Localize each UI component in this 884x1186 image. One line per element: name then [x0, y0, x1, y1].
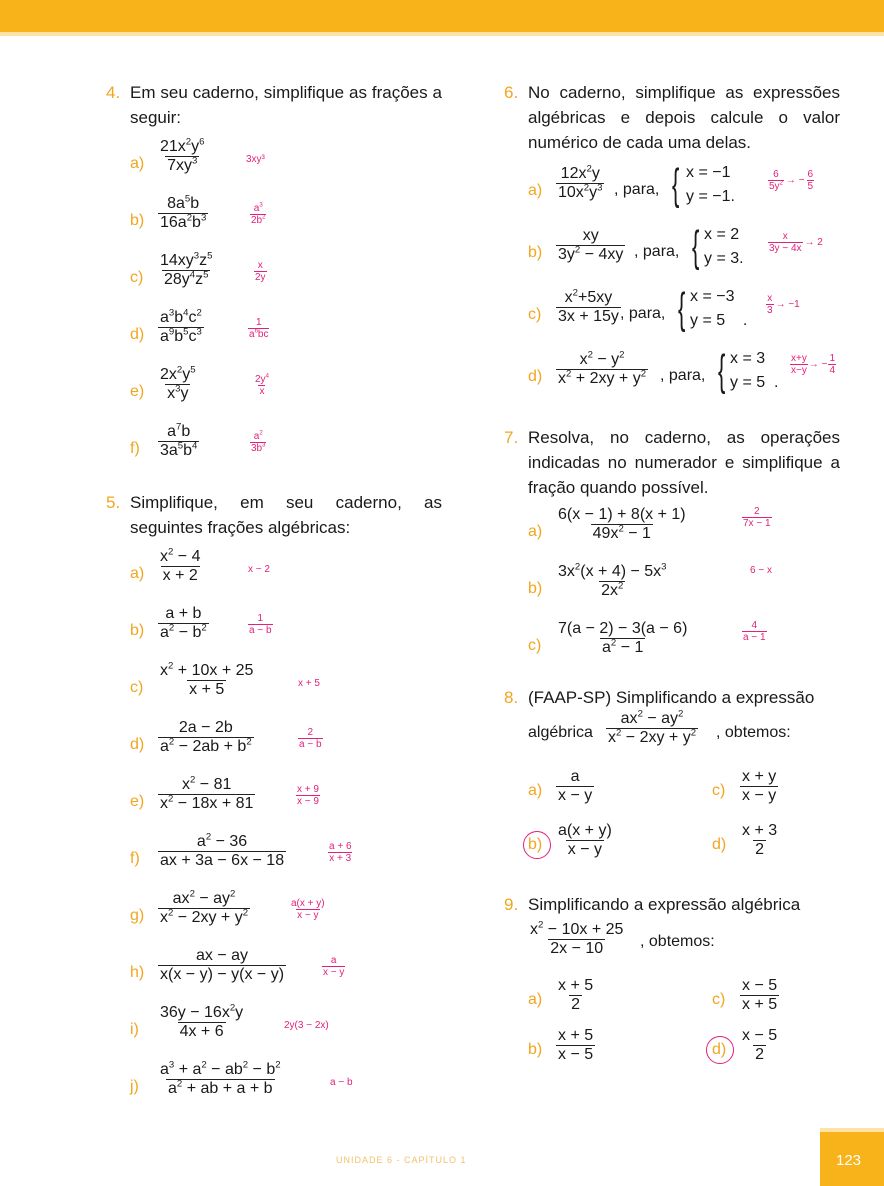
answer: $\frac{a}{x - y}$	[323, 955, 345, 978]
question-text: Em seu caderno, simplifique as frações a seguir:	[130, 83, 442, 127]
q9-options	[528, 977, 840, 1087]
question-4	[106, 80, 442, 130]
question-number: 4.	[106, 83, 121, 102]
answer: $\frac{a(x + y)}{x - y}$	[291, 898, 325, 921]
answer: 6 − x	[750, 565, 772, 576]
answer: $\frac{2y^4}{x}$	[255, 373, 269, 397]
q4-item-e	[130, 366, 442, 423]
item-label: e)	[130, 793, 145, 810]
q4-item-a	[130, 138, 442, 195]
question-text: Resolva, no caderno, as operações indicadas no numerador e simplifique a fração quando possível.	[528, 428, 840, 497]
page-number: 123	[836, 1152, 862, 1169]
option-label: d)	[712, 836, 727, 853]
answer: $\frac{a + 6}{x + 3}$	[329, 841, 352, 864]
q4-item-f	[130, 423, 442, 480]
item-label: e)	[130, 383, 145, 400]
question-text-3: , obtemos:	[716, 724, 791, 741]
answer: 2y(3 − 2x)	[284, 1020, 329, 1031]
answer: $\frac{1}{a^6bc}$	[249, 317, 269, 340]
q6-item-b	[528, 223, 840, 285]
fraction: $\frac{3x^2(x + 4) - 5x^3}{2x^2}$	[558, 561, 667, 599]
answer: $\frac{x}{3y - 4x}$ → 2	[769, 231, 823, 254]
question-5	[106, 490, 442, 540]
q7-item-a	[528, 506, 840, 563]
q7-items	[528, 506, 840, 677]
item-label: c)	[130, 679, 144, 696]
item-label: c)	[130, 269, 144, 286]
fraction: $\frac{a^2 - 36}{ax + 3a - 6x - 18}$	[160, 831, 285, 869]
q4-items	[130, 138, 442, 480]
item-label: c)	[528, 306, 542, 323]
item-label: b)	[130, 622, 145, 639]
fraction: $\frac{x^2 - y^2}{x^2 + 2xy + y^2}$	[558, 349, 647, 387]
fraction: $\frac{x^2 - 10x + 25}{2x - 10}$	[530, 919, 624, 957]
para-text: , para,	[634, 243, 680, 260]
q5-item-b	[130, 605, 442, 662]
answer: $\frac{4}{a - 1}$	[743, 620, 766, 643]
item-label: a)	[528, 182, 543, 199]
answer: $\frac{a^3}{2b^2}$	[251, 202, 266, 226]
fraction: $\frac{a^3 + a^2 - ab^2 - b^2}{a^2 + ab + a + b}$	[160, 1059, 281, 1097]
answer: $\frac{2}{a - b}$	[299, 727, 322, 750]
q4-item-d	[130, 309, 442, 366]
question-number: 6.	[504, 83, 519, 102]
fraction: $\frac{x + 5}{x - 5}$	[558, 1027, 594, 1063]
top-bar-stripe	[0, 32, 884, 36]
q6-items	[528, 161, 840, 411]
fraction: $\frac{7(a - 2) - 3(a - 6)}{a^2 - 1}$	[558, 620, 688, 656]
question-text: Simplifique, em seu caderno, as seguintes frações algébricas:	[130, 493, 442, 537]
system: x = 2 y = 3.	[704, 226, 744, 267]
fraction: $\frac{x - 5}{x + 5}$	[742, 977, 778, 1013]
brace: {	[718, 346, 726, 395]
answer: $\frac{1}{a - b}$	[249, 613, 272, 636]
item-label: j)	[130, 1078, 139, 1095]
fraction: $\frac{2a - 2b}{a^2 - 2ab + b^2}$	[160, 719, 252, 755]
item-label: h)	[130, 964, 145, 981]
q4-item-c	[130, 252, 442, 309]
item-label: a)	[528, 523, 543, 540]
q7-item-c	[528, 620, 840, 677]
fraction: $\frac{a^7b}{3a^5b^4}$	[160, 421, 198, 459]
system: x = −3 y = 5 .	[690, 288, 748, 329]
item-label: b)	[528, 244, 543, 261]
q8-options	[528, 768, 840, 878]
item-label: a)	[130, 565, 145, 582]
answer: x + 5	[298, 678, 320, 689]
fraction: $\frac{a^3b^4c^2}{a^9b^5c^3}$	[160, 307, 202, 345]
fraction: $\frac{a + b}{a^2 - b^2}$	[160, 605, 207, 641]
answer: $\frac{2}{7x - 1}$	[743, 506, 771, 529]
q9-expression	[528, 921, 840, 971]
q5-item-h	[130, 947, 442, 1004]
question-7	[504, 425, 840, 500]
option-label: a)	[528, 991, 543, 1008]
item-label: a)	[130, 155, 145, 172]
right-column	[504, 80, 840, 1087]
item-label: b)	[528, 580, 543, 597]
item-label: i)	[130, 1021, 139, 1038]
question-8	[504, 685, 840, 710]
brace: {	[672, 160, 680, 209]
fraction: $\frac{14xy^3z^5}{28y^4z^5}$	[160, 250, 213, 288]
fraction: $\frac{a(x + y)}{x - y}$	[558, 822, 612, 858]
q6-item-d	[528, 347, 840, 409]
question-9	[504, 892, 840, 917]
fraction: $\frac{6(x - 1) + 8(x + 1)}{49x^2 - 1}$	[558, 506, 686, 542]
q8-expression	[528, 710, 840, 762]
top-bar	[0, 0, 884, 32]
fraction: $\frac{21x^2y^6}{7xy^3}$	[160, 136, 205, 174]
q5-item-c	[130, 662, 442, 719]
q7-item-b	[528, 563, 840, 620]
fraction: $\frac{x + 5}{2}$	[558, 977, 594, 1013]
fraction: $\frac{ax^2 - ay^2}{x^2 - 2xy + y^2}$	[160, 888, 249, 926]
answer: $\frac{x}{3}$ → −1	[767, 293, 800, 316]
answer: a − b	[330, 1077, 353, 1088]
item-label: b)	[130, 212, 145, 229]
answer: $\frac{x+y}{x-y}$ → − $\frac{1}{4}$	[791, 353, 836, 376]
item-label: d)	[130, 736, 145, 753]
para-text: , para,	[614, 181, 660, 198]
q6-item-c	[528, 285, 840, 347]
q5-item-f	[130, 833, 442, 890]
question-text: (FAAP-SP) Simplificando a expressão	[528, 688, 815, 707]
item-label: c)	[528, 637, 542, 654]
answer: 3xy³	[246, 154, 265, 165]
q5-item-d	[130, 719, 442, 776]
fraction: $\frac{36y - 16x^2y}{4x + 6}$	[160, 1002, 244, 1040]
option-label: d)	[712, 1041, 727, 1058]
fraction: $\frac{8a^5b}{16a^2b^3}$	[160, 193, 207, 231]
answer: $\frac{a^2}{3b^3}$	[251, 430, 266, 454]
option-label: a)	[528, 782, 543, 799]
answer: x − 2	[248, 564, 270, 575]
q5-item-i	[130, 1004, 442, 1061]
option-label: c)	[712, 782, 726, 799]
brace: {	[692, 222, 700, 271]
fraction: $\frac{ax^2 - ay^2}{x^2 - 2xy + y^2}$	[608, 708, 697, 746]
fraction: $\frac{x^2+5xy}{3x + 15y}$	[558, 287, 619, 325]
q4-item-b	[130, 195, 442, 252]
question-number: 9.	[504, 895, 519, 914]
fraction: $\frac{12x^2y}{10x^2y^3}$	[558, 163, 603, 201]
para-text: , para,	[620, 305, 666, 322]
answer: $\frac{x}{2y}$	[255, 260, 266, 283]
option-label: b)	[528, 836, 543, 853]
item-label: f)	[130, 850, 140, 867]
fraction: $\frac{a}{x - y}$	[558, 768, 593, 804]
footer-text: UNIDADE 6 - CAPÍTULO 1	[336, 1155, 467, 1165]
system: x = 3 y = 5 .	[730, 350, 779, 391]
fraction: $\frac{x - 5}{2}$	[742, 1027, 778, 1063]
system: x = −1 y = −1.	[686, 164, 735, 205]
question-text-2: algébrica	[528, 724, 593, 741]
q5-item-e	[130, 776, 442, 833]
left-column	[106, 80, 442, 1118]
question-text-2: , obtemos:	[640, 933, 715, 950]
fraction: $\frac{x + 3}{2}$	[742, 822, 778, 858]
fraction: $\frac{x^2 + 10x + 25}{x + 5}$	[160, 660, 254, 698]
option-label: b)	[528, 1041, 543, 1058]
q5-item-j	[130, 1061, 442, 1118]
q5-item-g	[130, 890, 442, 947]
question-text: No caderno, simplifique as expressões algébricas e depois calcule o valor numérico de cada uma delas.	[528, 83, 840, 152]
q6-item-a	[528, 161, 840, 223]
answer: $\frac{6}{5y^2}$ → − $\frac{6}{5}$	[769, 169, 814, 192]
item-label: g)	[130, 907, 145, 924]
q5-items	[130, 548, 442, 1118]
item-label: d)	[528, 368, 543, 385]
fraction: $\frac{x + y}{x - y}$	[742, 768, 777, 804]
fraction: $\frac{x^2 - 81}{x^2 - 18x + 81}$	[160, 774, 254, 812]
question-6	[504, 80, 840, 155]
fraction: $\frac{xy}{3y^2 - 4xy}$	[558, 227, 624, 263]
brace: {	[678, 284, 686, 333]
question-number: 7.	[504, 428, 519, 447]
answer: $\frac{x + 9}{x - 9}$	[297, 784, 319, 807]
question-number: 8.	[504, 688, 519, 707]
item-label: f)	[130, 440, 140, 457]
fraction: $\frac{ax - ay}{x(x - y) - y(x - y)}$	[160, 947, 285, 983]
fraction: $\frac{2x^2y^5}{x^3y}$	[160, 364, 196, 402]
question-number: 5.	[106, 493, 121, 512]
fraction: $\frac{x^2 - 4}{x + 2}$	[160, 546, 201, 584]
option-label: c)	[712, 991, 726, 1008]
para-text: , para,	[660, 367, 706, 384]
item-label: d)	[130, 326, 145, 343]
q5-item-a	[130, 548, 442, 605]
question-text: Simplificando a expressão algébrica	[528, 895, 801, 914]
